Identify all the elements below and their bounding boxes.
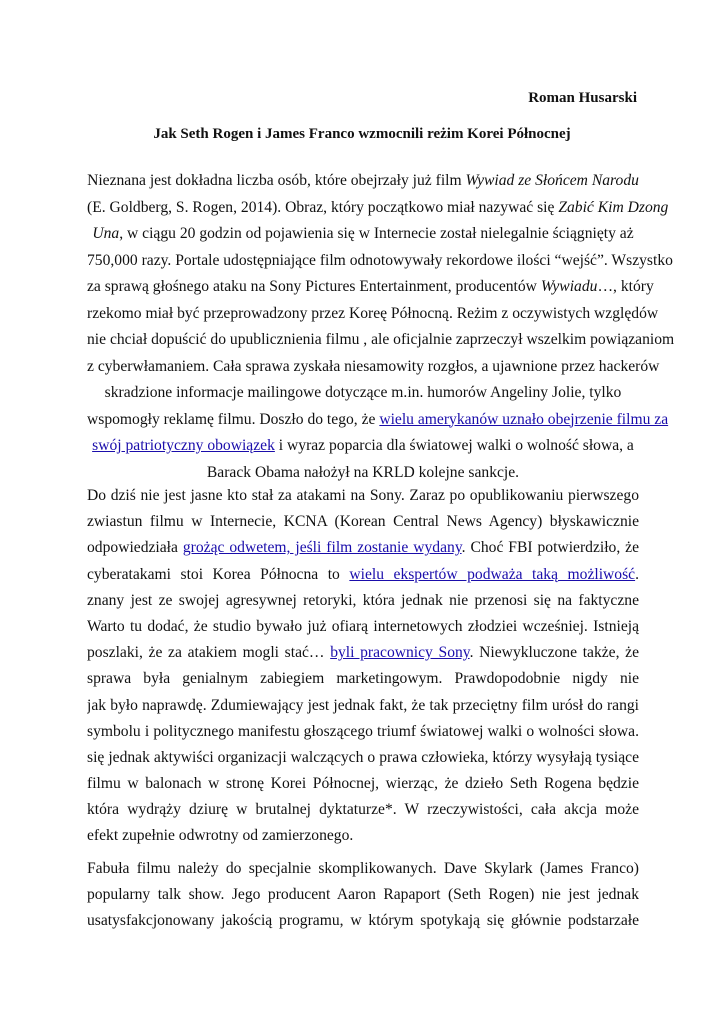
text-line: swój patriotyczny obowiązek i wyraz poparcia dla światowej walki o wolność słowa, a [92, 437, 634, 454]
text-line: jak było naprawdę. Zdumiewający jest jednak fakt, że tak przeciętny film urósł do rangi [87, 696, 639, 714]
text-line: Fabuła filmu należy do specjalnie skomplikowanych. Dave Skylark (James Franco) [87, 860, 639, 877]
text-line: która wydrąży dziurę w brutalnej dyktaturze*. W rzeczywistości, cała akcja może [87, 801, 639, 819]
paragraph-1 [87, 168, 675, 486]
link-patriotic-duty-part2[interactable]: swój patriotyczny obowiązek [92, 437, 275, 454]
text-line: za sprawą głośnego ataku na Sony Pictures Entertainment, producentów Wywiadu…, który [87, 278, 654, 295]
text-line: rzekomo miał być przeprowadzony przez Koreę Północną. Reżim z oczywistych względów [87, 304, 659, 322]
text-line: odpowiedziała grożąc odwetem, jeśli film zostanie wydany. Choć FBI potwierdziło, że [87, 539, 639, 557]
text-line: symbolu i politycznego manifestu głoszącego triumf światowej walki o wolności słowa. [87, 722, 639, 740]
text-line: usatysfakcjonowany jakością programu, w którym spotykają się głównie podstarzałe [87, 912, 639, 930]
link-experts-doubt[interactable]: wielu ekspertów podważa taką możliwość [349, 565, 636, 583]
text-line: wspomogły reklamę filmu. Doszło do tego, że wielu amerykanów uznało obejrzenie filmu za [87, 410, 669, 428]
link-patriotic-duty-part1[interactable]: wielu amerykanów uznało obejrzenie filmu za [379, 410, 669, 428]
text-line: (E. Goldberg, S. Rogen, 2014). Obraz, który początkowo miał nazywać się Zabić Kim Dzong [87, 198, 669, 216]
link-former-employees[interactable]: byli pracownicy Sony [330, 644, 470, 662]
text-line: znany jest ze swojej agresywnej retoryki, która jednak nie przenosi się na faktyczne [87, 591, 639, 609]
text-line: poszlaki, że za atakiem mogli stać… byli pracownicy Sony. Niewykluczone także, że [87, 644, 639, 662]
text-line: nie chciał dopuścić do upublicznienia filmu , ale oficjalnie zaprzeczył wszelkim powiązaniom [87, 331, 675, 348]
text-line: Una, w ciągu 20 godzin od pojawienia się w Internecie został nielegalnie ściągnięty aż [92, 225, 634, 242]
text-line: sprawa była genialnym zabiegiem marketingowym. Prawdopodobnie nigdy nie [87, 670, 639, 688]
text-line: zwiastun filmu w Internecie, KCNA (Korean Central News Agency) błyskawicznie [87, 513, 639, 531]
text-line: skradzione informacje mailingowe dotyczące m.in. humorów Angeliny Jolie, tylko [104, 384, 622, 401]
link-threat-retaliation[interactable]: grożąc odwetem, jeśli film zostanie wydany [182, 539, 462, 557]
text-line: filmu w balonach w stronę Korei Północnej, wierząc, że dzieło Seth Rogena będzie [87, 775, 639, 793]
author-name: Roman Husarski [528, 90, 637, 106]
article-title: Jak Seth Rogen i James Franco wzmocnili reżim Korei Północnej [153, 126, 571, 142]
text-line: 750,000 razy. Portale udostępniające film odnotowywały rekordowe ilości “wejść”. Wszystko [87, 251, 673, 269]
text-line: efekt zupełnie odwrotny od zamierzonego. [87, 827, 354, 845]
text-line: się jednak aktywiści organizacji walczących o prawa człowieka, którzy wysyłają tysiące [87, 748, 639, 766]
paragraph-2 [87, 483, 639, 850]
text-line: Barack Obama nałożył na KRLD kolejne sankcje. [206, 463, 520, 481]
text-line: popularny talk show. Jego producent Aaron Rapaport (Seth Rogen) nie jest jednak [87, 886, 639, 904]
text-line: z cyberwłamaniem. Cała sprawa zyskała niesamowity rozgłos, a ujawnione przez hackerów [87, 357, 660, 375]
text-line: Nieznana jest dokładna liczba osób, które obejrzały już film Wywiad ze Słońcem Narodu [87, 172, 639, 189]
paragraph-3 [87, 856, 639, 935]
text-line: Warto tu dodać, że studio bywało już ofiarą internetowych złodziei wcześniej. Istnieją [87, 617, 639, 635]
text-line: cyberatakami stoi Korea Północna to wielu ekspertów podważa taką możliwość. [87, 565, 639, 583]
text-line: Do dziś nie jest jasne kto stał za atakami na Sony. Zaraz po opublikowaniu pierwszego [87, 487, 639, 504]
